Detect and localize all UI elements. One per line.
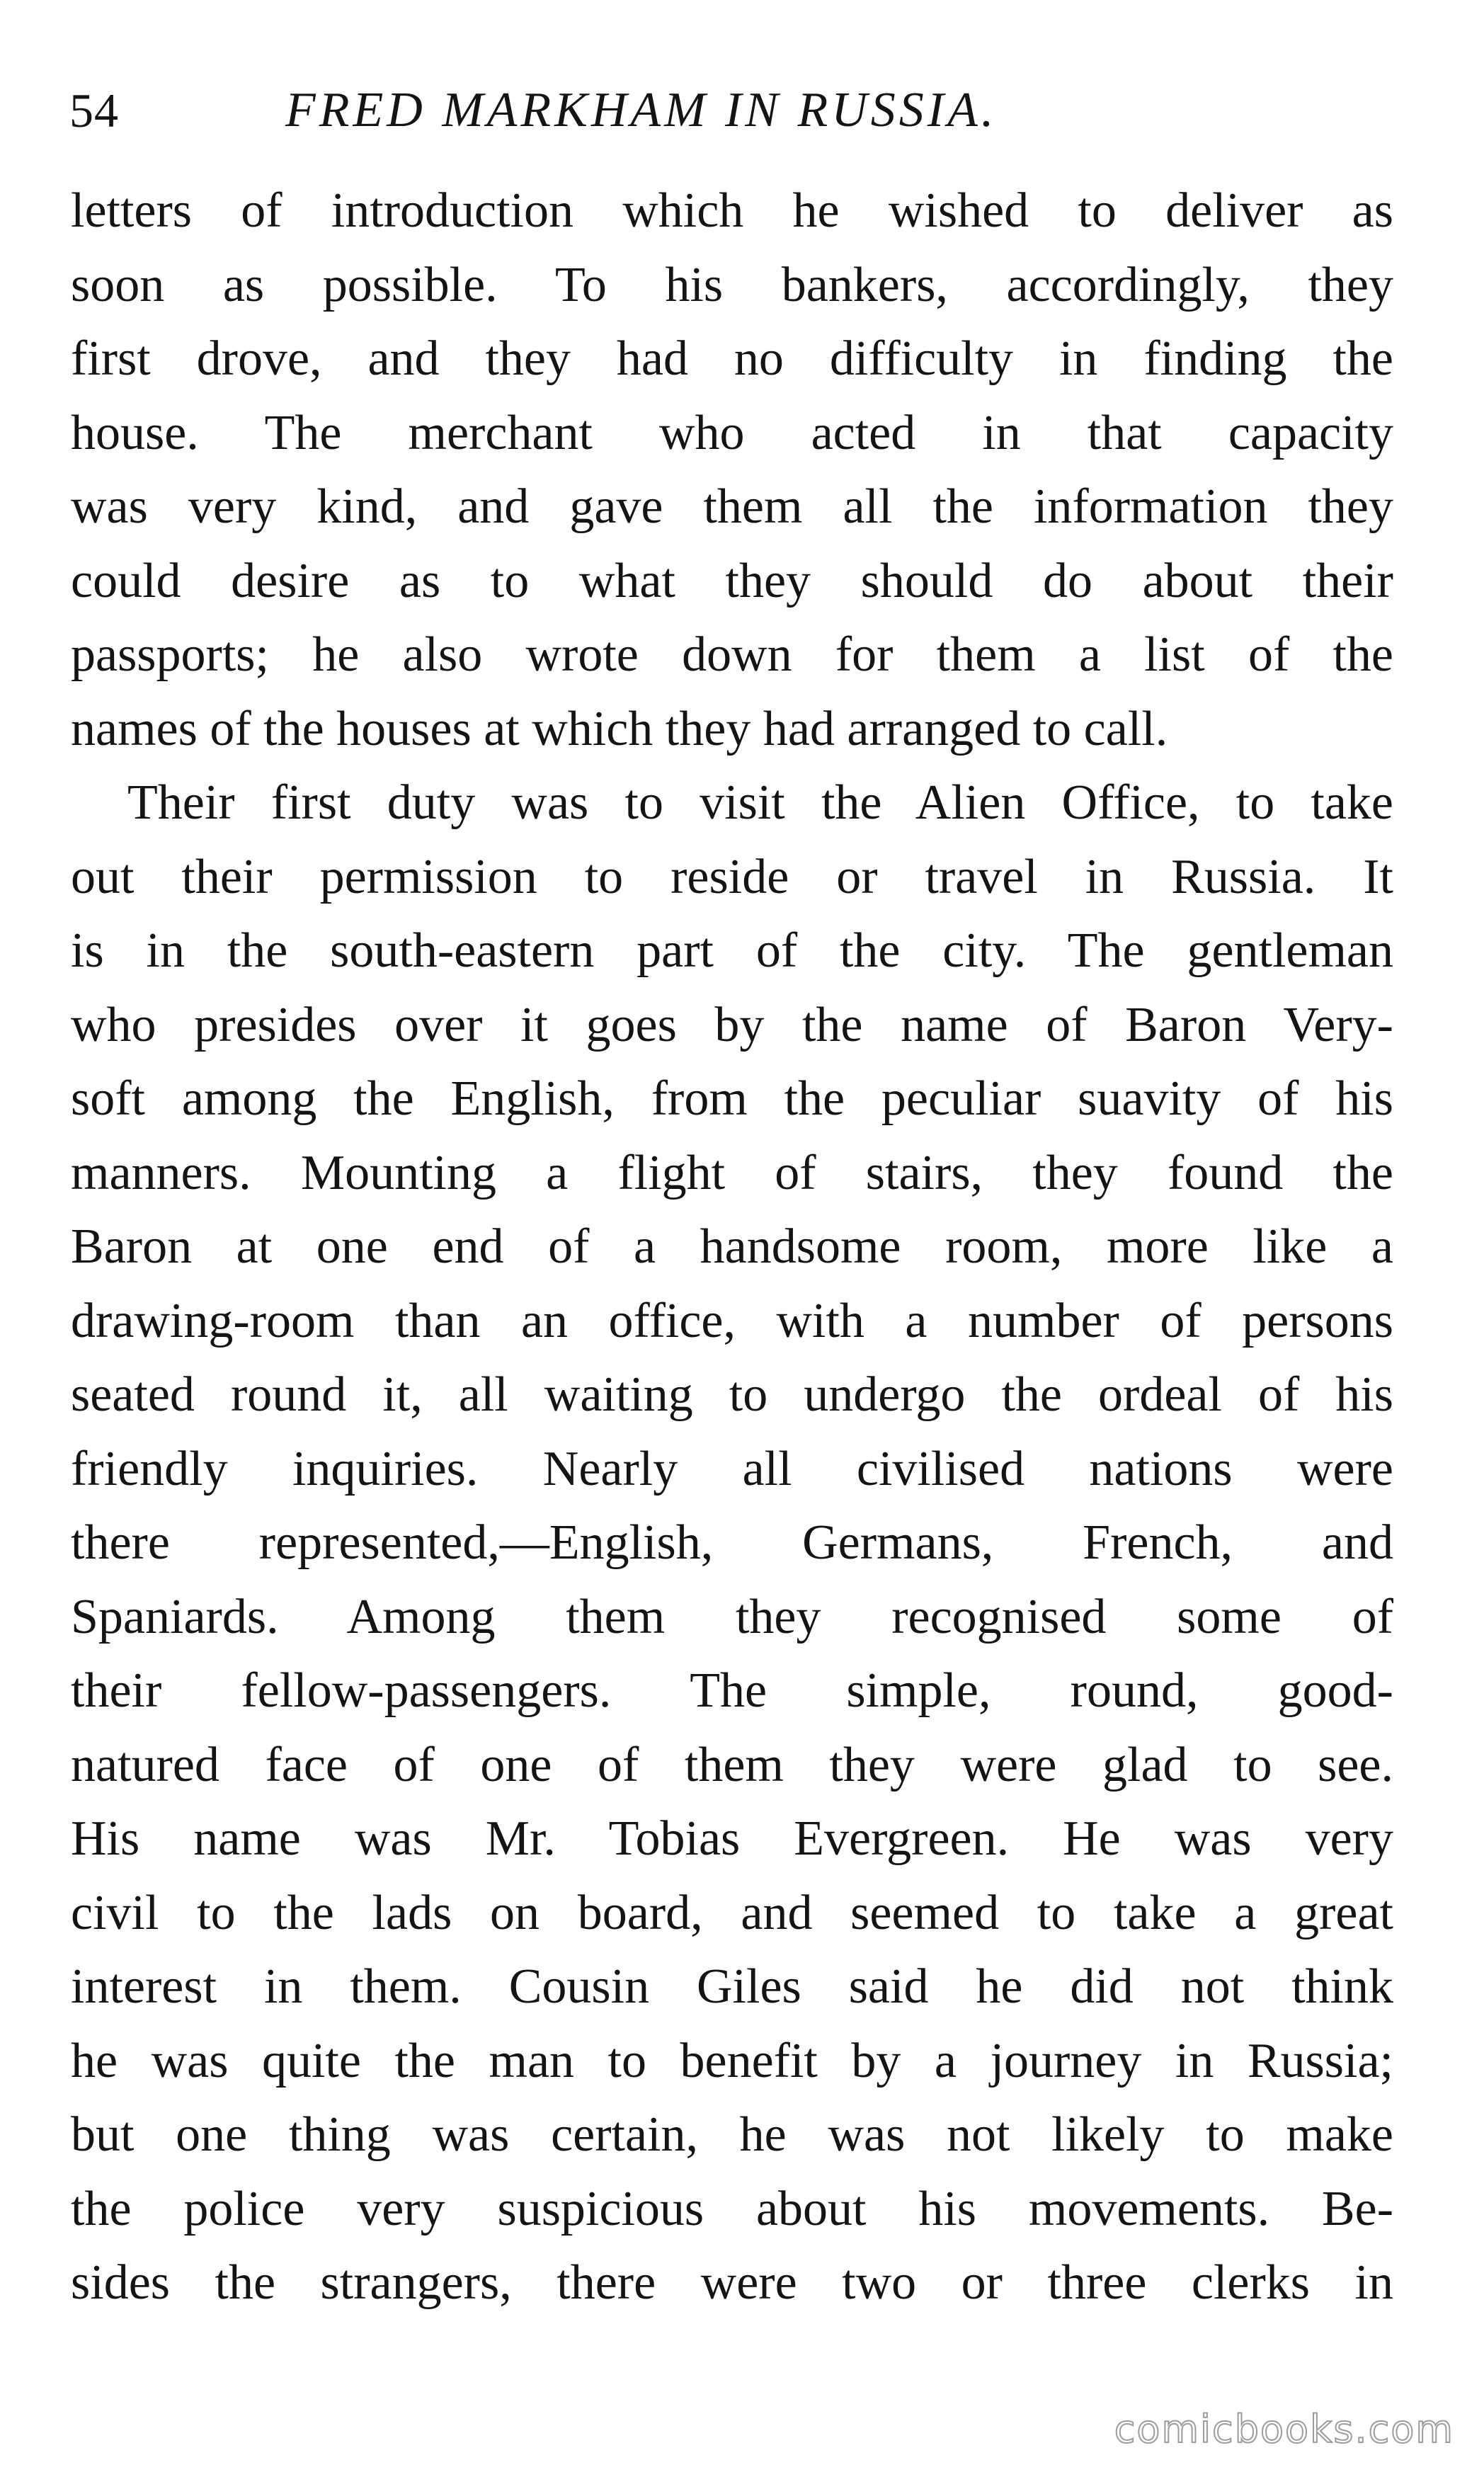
text-line: Baron at one end of a handsome room, more like a <box>71 1219 1393 1274</box>
text-line: soft among the English, from the peculiar suavity of his <box>71 1071 1393 1126</box>
watermark: comicbooks.com <box>1114 2407 1454 2452</box>
text-line: friendly inquiries. Nearly all civilised nations were <box>71 1441 1393 1496</box>
text-line: His name was Mr. Tobias Evergreen. He was very <box>71 1811 1393 1866</box>
text-line: house. The merchant who acted in that capacity <box>71 405 1393 460</box>
text-line: could desire as to what they should do about their <box>71 553 1393 608</box>
text-line: but one thing was certain, he was not likely to make <box>71 2107 1393 2162</box>
text-line: was very kind, and gave them all the information they <box>71 479 1393 534</box>
text-line: names of the houses at which they had arranged to call. <box>71 701 1168 756</box>
text-line: sides the strangers, there were two or three clerks in <box>71 2255 1393 2310</box>
running-title: FRED MARKHAM IN RUSSIA. <box>285 83 998 137</box>
page-header <box>69 68 1415 153</box>
text-line: drawing-room than an office, with a number of persons <box>71 1293 1393 1348</box>
text-line: soon as possible. To his bankers, accordingly, they <box>71 257 1393 312</box>
text-line: natured face of one of them they were glad to see. <box>71 1737 1393 1792</box>
text-line: seated round it, all waiting to undergo the ordeal of his <box>71 1367 1393 1422</box>
text-line: who presides over it goes by the name of Baron Very- <box>71 997 1393 1052</box>
text-line: out their permission to reside or travel in Russia. It <box>71 849 1393 904</box>
text-line: there represented,—English, Germans, French, and <box>71 1515 1393 1570</box>
text-line: manners. Mounting a flight of stairs, they found the <box>71 1145 1393 1200</box>
body-text <box>71 174 1393 2321</box>
text-line: Their first duty was to visit the Alien Office, to take <box>127 775 1393 830</box>
text-line: first drove, and they had no difficulty in finding the <box>71 331 1393 386</box>
text-line: passports; he also wrote down for them a list of the <box>71 627 1393 682</box>
page-number: 54 <box>69 84 119 137</box>
text-line: the police very suspicious about his movements. Be- <box>71 2181 1393 2236</box>
text-line: letters of introduction which he wished to deliver as <box>71 183 1393 238</box>
text-line: interest in them. Cousin Giles said he did not think <box>71 1959 1393 2014</box>
text-line: is in the south-eastern part of the city. The gentleman <box>71 923 1393 978</box>
text-line: he was quite the man to benefit by a journey in Russia; <box>71 2033 1393 2088</box>
text-line: their fellow-passengers. The simple, round, good- <box>71 1663 1393 1718</box>
text-line: civil to the lads on board, and seemed to take a great <box>71 1885 1393 1940</box>
text-line: Spaniards. Among them they recognised some of <box>71 1589 1393 1644</box>
